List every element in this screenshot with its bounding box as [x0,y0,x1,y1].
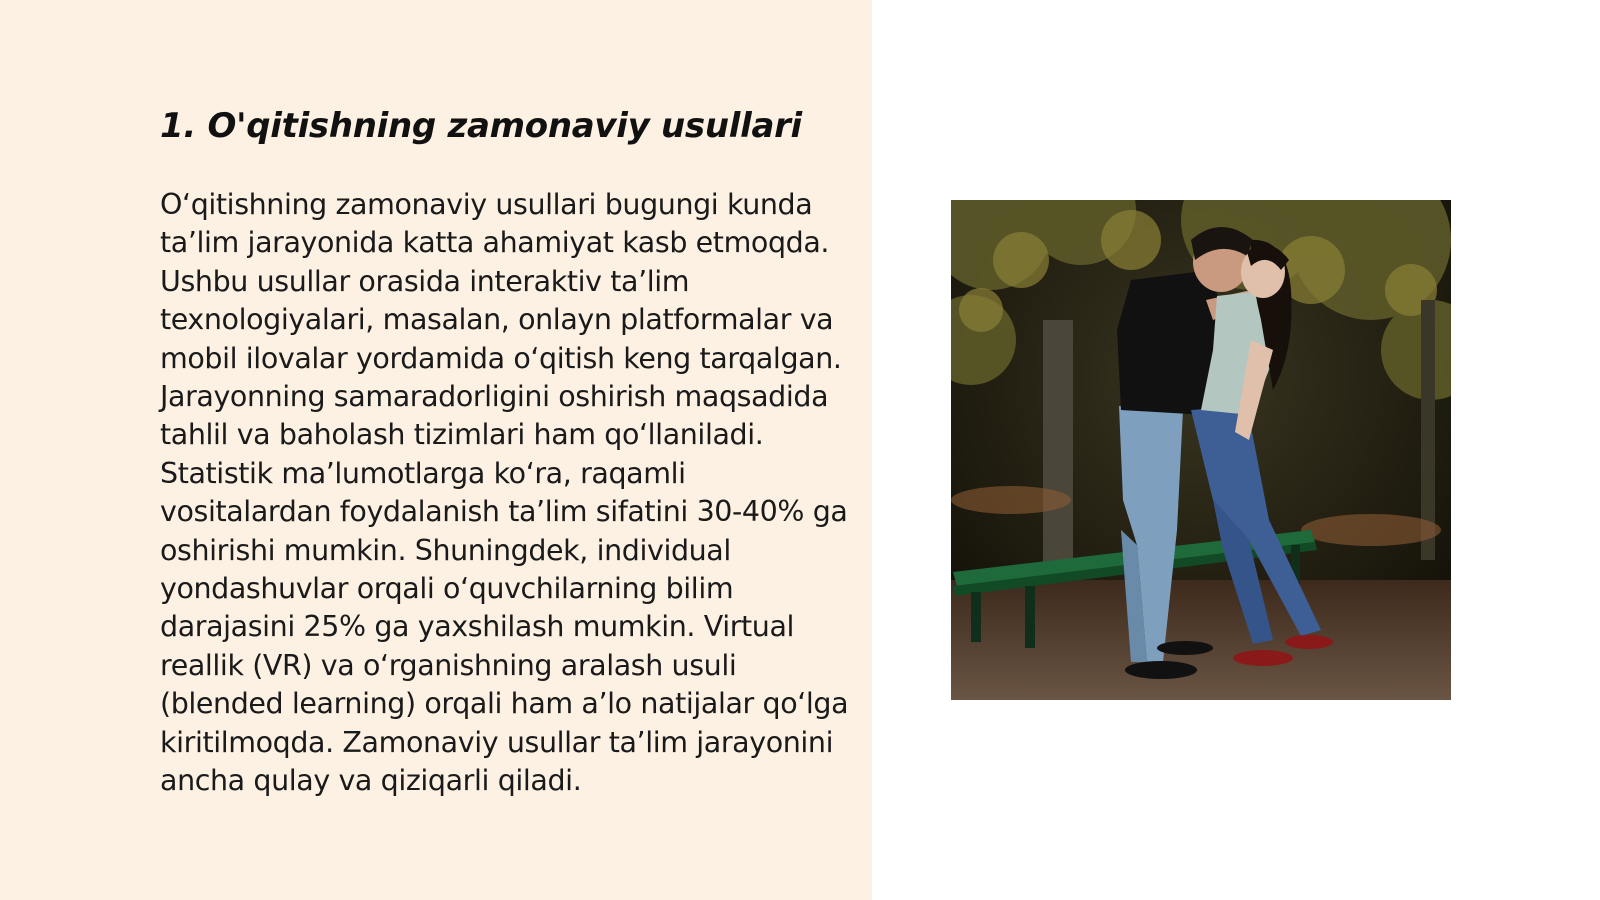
slide-body-text: O‘qitishning zamonaviy usullari bugungi kunda ta’lim jarayonida katta ahamiyat kasb etmoqda. Ushbu usullar orasida interaktiv ta’lim texnologiyalari, masalan, onlayn platformalar va mobil ilovalar yordamida o‘qitish keng tarqalgan. Jarayonning samaradorligini oshirish maqsadida tahlil va baholash tizimlari ham qo‘llaniladi. Statistik ma’lumotlarga ko‘ra, raqamli vositalardan foydalanish ta’lim sifatini 30-40% ga oshirishi mumkin. Shuningdek, individual yondashuvlar orqali o‘quvchilarning bilim darajasini 25% ga yaxshilash mumkin. Virtual reallik (VR) va o‘rganishning aralash usuli (blended learning) orqali ham a’lo natijalar qo‘lga kiritilmoqda. Zamonaviy usullar ta’lim jarayonini ancha qulay va qiziqarli qiladi. [160,188,849,798]
photo-illustration [951,200,1451,700]
slide-photo [951,200,1451,700]
slide-title: 1. O'qitishning zamonaviy usullari [160,106,802,146]
